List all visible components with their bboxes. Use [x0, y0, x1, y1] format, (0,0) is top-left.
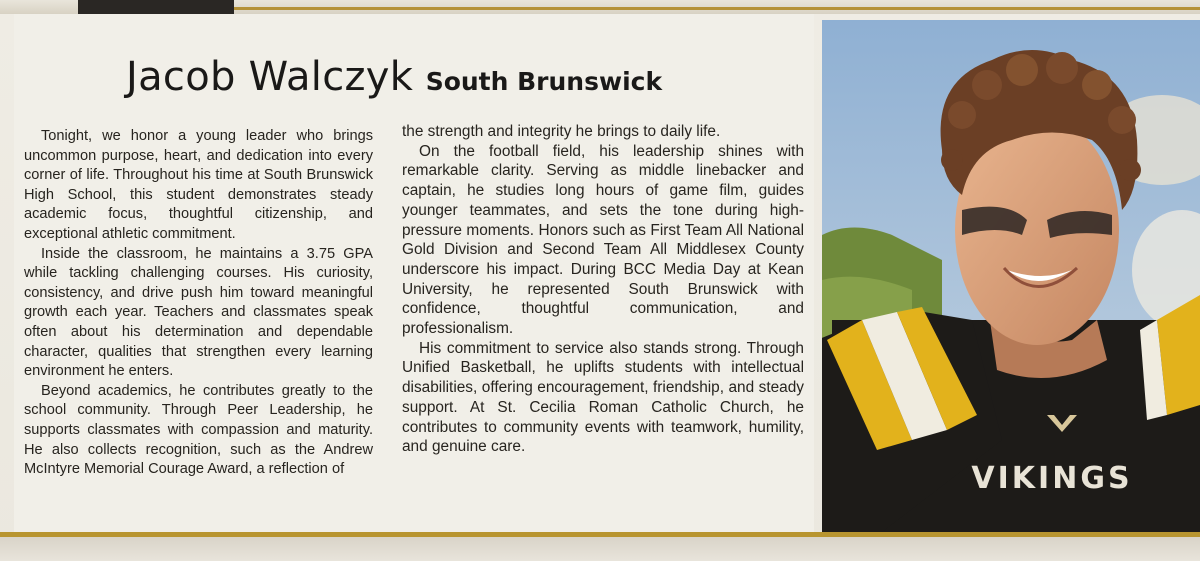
- paragraph-academics: Inside the classroom, he maintains a 3.75 GPA while tackling challenging courses. His curiosity, consistency, and drive push him toward meaningful growth each year. Teachers and classmates speak often about his determination and dependable character, qualities that strengthen every learning environment he enters.: [24, 245, 373, 380]
- paragraph-intro: Tonight, we honor a young leader who brings uncommon purpose, heart, and dedication into every corner of life. Throughout his time at South Brunswick High School, this student demonstrates steady academic focus, thoughtful citizenship, and exceptional athletic commitment.: [24, 128, 373, 242]
- profile-heading: [126, 54, 662, 100]
- page-footer-edge: [0, 537, 1200, 561]
- student-photo: [822, 20, 1200, 532]
- paragraph-service: His commitment to service also stands strong. Through Unified Basketball, he uplifts students with intellectual disabilities, offering encouragement, friendship, and steady support. At St. Cecilia Roman Catholic Church, he contributes to community events with teamwork, humility, and genuine care.: [402, 339, 804, 456]
- jersey-text: VIKINGS: [971, 461, 1133, 496]
- paragraph-community-continued: the strength and integrity he brings to daily life.: [402, 123, 721, 140]
- school-name: South Brunswick: [425, 67, 663, 96]
- left-column: [24, 127, 373, 480]
- previous-photo-edge: [78, 0, 234, 14]
- right-column: [402, 122, 804, 457]
- profile-card: [14, 14, 814, 532]
- student-name: Jacob Walczyk: [126, 54, 414, 100]
- paragraph-football: On the football field, his leadership shines with remarkable clarity. Serving as middle linebacker and captain, he studies long hours of game film, guides younger teammates, and sets the tone during high-pressure moments. Honors such as First Team All National Gold Division and Second Team All Middlesex County underscore his impact. During BCC Media Day at Kean University, he represented South Brunswick with confidence, thoughtful communication, and professionalism.: [402, 142, 804, 338]
- paragraph-community: Beyond academics, he contributes greatly to the school community. Through Peer Leadership, he supports classmates with compassion and maturity. He also collects recognition, such as the Andrew McIntyre Memorial Courage Award, a reflection of: [24, 382, 373, 478]
